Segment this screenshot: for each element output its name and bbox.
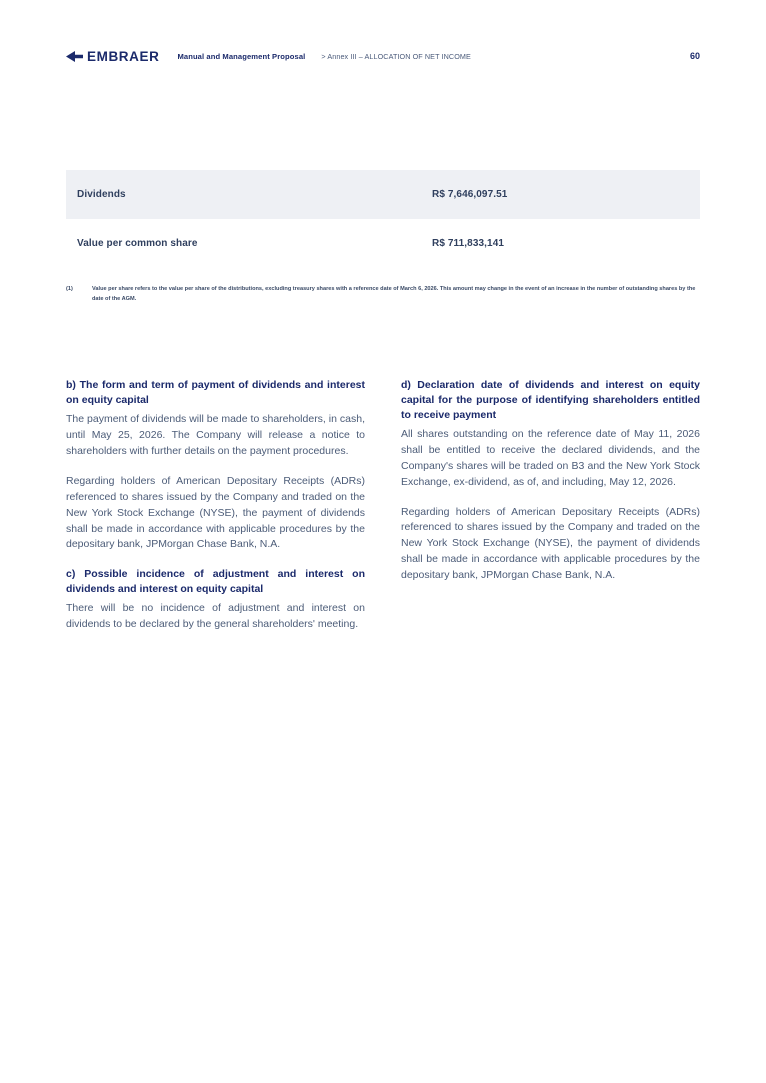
- breadcrumb: > Annex III – ALLOCATION OF NET INCOME: [321, 51, 471, 61]
- heading-section-d: d) Declaration date of dividends and interest on equity capital for the purpose of identifying shareholders entitled to receive payment: [401, 379, 700, 421]
- header-document-title: Manual and Management Proposal: [177, 51, 306, 61]
- footnote-marker: (1): [66, 286, 73, 292]
- heading-section-c: c) Possible incidence of adjustment and interest on dividends and interest on equity capital: [66, 568, 365, 596]
- paragraph-d1: All shares outstanding on the reference date of May 11, 2026 shall be entitled to receive the declared dividends, and the Company's shares will be traded on B3 and the New York Stock Exchange, ex-dividend, as of, and including, May 12, 2026.: [401, 427, 700, 488]
- table-row: [66, 219, 700, 268]
- page-number: 60: [689, 51, 700, 61]
- paragraph-b2: Regarding holders of American Depositary Receipts (ADRs) referenced to shares issued by the Company and traded on the New York Stock Exchange (NYSE), the payment of dividends shall be made in accordance with applicable procedures by the depositary bank, JPMorgan Chase Bank, N.A.: [66, 474, 365, 551]
- right-column: [401, 378, 700, 633]
- embraer-arrow-icon: [66, 51, 83, 62]
- page-header: [66, 45, 700, 67]
- logo-wordmark: EMBRAER: [87, 48, 160, 64]
- paragraph-d2: Regarding holders of American Depositary Receipts (ADRs) referenced to shares issued by the Company and traded on the New York Stock Exchange (NYSE), the payment of dividends shall be made in accordance with applicable procedures by the depositary bank, JPMorgan Chase Bank, N.A.: [401, 505, 700, 582]
- footnote-text: Value per share refers to the value per share of the distributions, excluding treasury shares with a reference date of March 6, 2026. This amount may change in the event of an increase in the number of outstanding shares by the date of the AGM.: [92, 286, 696, 302]
- table-cell-value: R$ 711,833,141: [432, 238, 505, 249]
- left-column: [66, 378, 365, 633]
- table-cell-value: R$ 7,646,097.51: [432, 189, 508, 200]
- embraer-logo: [66, 49, 159, 64]
- heading-section-b: b) The form and term of payment of dividends and interest on equity capital: [66, 379, 365, 406]
- table-cell-label: Dividends: [77, 189, 126, 200]
- body-columns: [66, 378, 700, 633]
- paragraph-b1: The payment of dividends will be made to shareholders, in cash, until May 25, 2026. The Company will release a notice to shareholders with further details on the payment procedures.: [66, 412, 365, 457]
- allocation-table: [66, 170, 700, 268]
- table-row: [66, 170, 700, 219]
- table-cell-label: Value per common share: [77, 238, 198, 249]
- paragraph-c1: There will be no incidence of adjustment and interest on dividends to be declared by the general shareholders' meeting.: [66, 602, 365, 631]
- table-footnote: [66, 285, 700, 305]
